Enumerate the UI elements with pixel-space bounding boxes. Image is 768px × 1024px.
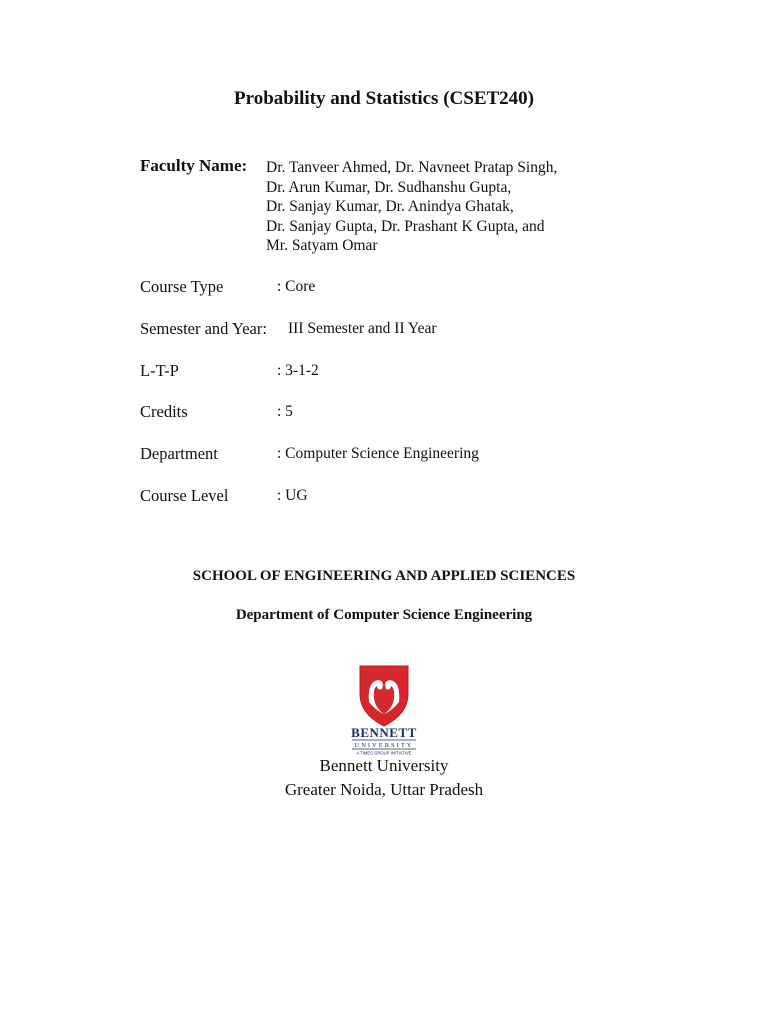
- faculty-line: Dr. Sanjay Gupta, Dr. Prashant K Gupta, and: [266, 217, 545, 235]
- ltp-value: : 3-1-2: [277, 362, 319, 379]
- faculty-line: Mr. Satyam Omar: [266, 237, 378, 255]
- logo-tagline: A TIMES GROUP INITIATIVE: [356, 750, 412, 756]
- course-type-label: Course Type: [140, 277, 224, 296]
- department-value: : Computer Science Engineering: [277, 445, 479, 462]
- course-level-value: : UG: [277, 487, 308, 504]
- school-heading: SCHOOL OF ENGINEERING AND APPLIED SCIENCES: [192, 568, 576, 584]
- credits-value: : 5: [277, 403, 293, 420]
- faculty-line: Dr. Tanveer Ahmed, Dr. Navneet Pratap Singh,: [266, 159, 558, 176]
- faculty-line: Dr. Arun Kumar, Dr. Sudhanshu Gupta,: [266, 178, 512, 196]
- logo-wordmark: BENNETT: [351, 725, 417, 740]
- semester-year-value: III Semester and II Year: [288, 320, 437, 337]
- department-heading: Department of Computer Science Engineering: [235, 607, 533, 623]
- course-type-value: : Core: [277, 278, 316, 295]
- department-label: Department: [140, 444, 218, 463]
- semester-year-label: Semester and Year:: [140, 319, 267, 338]
- document-title: Probability and Statistics (CSET240): [234, 88, 534, 109]
- shield-logo-icon: [334, 664, 434, 756]
- credits-label: Credits: [140, 402, 188, 421]
- bennett-university-logo: [334, 664, 434, 756]
- faculty-names: [266, 158, 557, 256]
- university-name: Bennett University: [319, 756, 449, 775]
- university-location: Greater Noida, Uttar Pradesh: [284, 780, 484, 799]
- faculty-line: Dr. Sanjay Kumar, Dr. Anindya Ghatak,: [266, 198, 514, 216]
- course-level-label: Course Level: [140, 486, 229, 505]
- logo-subtitle: UNIVERSITY: [354, 742, 414, 749]
- faculty-label: Faculty Name:: [140, 156, 248, 175]
- ltp-label: L-T-P: [140, 361, 179, 380]
